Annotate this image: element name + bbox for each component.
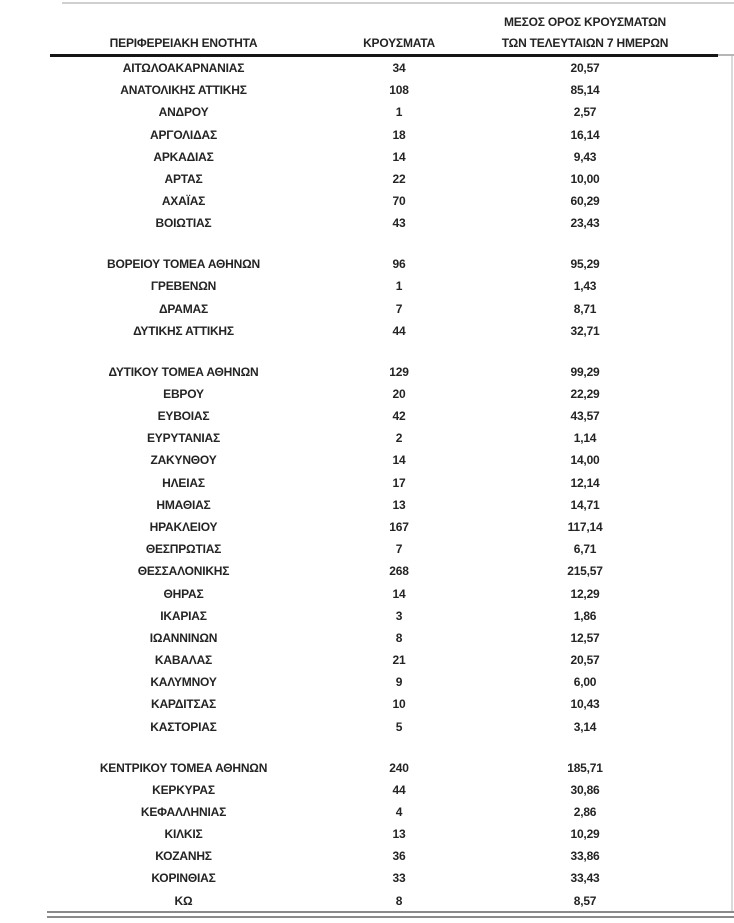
table-row: [50, 516, 718, 538]
region-cell: ΖΑΚΥΝΘΟΥ: [150, 453, 217, 468]
group-spacer: [50, 738, 718, 757]
region-cell: ΑΝΔΡΟΥ: [158, 105, 209, 120]
filler-cell: [689, 845, 718, 867]
region-cell: ΗΛΕΙΑΣ: [162, 475, 205, 490]
table-row: [50, 494, 718, 516]
region-cell: ΔΡΑΜΑΣ: [158, 301, 209, 316]
filler-cell: [689, 801, 718, 823]
filler-cell: [689, 146, 718, 168]
filler-cell: [689, 671, 718, 693]
table-row: [50, 671, 718, 693]
region-cell: ΕΥΒΟΙΑΣ: [157, 409, 210, 423]
region-cell: ΑΧΑΪΑΣ: [161, 194, 206, 209]
cases-cell: 268: [389, 564, 409, 579]
region-cell: ΚΟΖΑΝΗΣ: [155, 849, 212, 864]
average-cell: 32,71: [570, 323, 600, 338]
region-cell: ΚΙΛΚΙΣ: [164, 827, 203, 842]
filler-cell: [689, 757, 718, 779]
region-cell: ΚΑΛΥΜΝΟΥ: [150, 675, 217, 690]
filler-cell: [689, 405, 718, 427]
filler-cell: [689, 79, 718, 101]
table-row: [50, 472, 718, 494]
average-cell: 6,00: [573, 675, 597, 690]
cases-cell: 7: [395, 542, 403, 557]
average-cell: 95,29: [570, 257, 600, 272]
cases-cell: 42: [392, 409, 406, 423]
average-cell: 33,43: [570, 871, 600, 886]
header-average-column: [481, 12, 689, 54]
filler-cell: [689, 494, 718, 516]
filler-cell: [689, 890, 718, 912]
table-row: [50, 212, 718, 234]
table-row: [50, 693, 718, 715]
average-cell: 185,71: [567, 760, 603, 775]
table-row: [50, 320, 718, 342]
average-cell: 14,71: [570, 497, 600, 512]
cases-table: [50, 0, 718, 914]
page-right-rule: [731, 55, 733, 916]
table-row: [50, 538, 718, 560]
average-cell: 12,14: [570, 475, 600, 490]
region-cell: ΚΑΡΔΙΤΣΑΣ: [150, 697, 216, 712]
table-body: [50, 57, 718, 912]
average-cell: 30,86: [570, 782, 600, 797]
filler-cell: [689, 605, 718, 627]
average-cell: 215,57: [567, 564, 603, 579]
average-cell: 60,29: [570, 194, 600, 209]
cases-cell: 21: [392, 653, 406, 668]
average-cell: 99,29: [570, 364, 600, 379]
filler-cell: [689, 361, 718, 383]
header-average-label-line2: ΤΩΝ ΤΕΛΕΥΤΑΙΩΝ 7 ΗΜΕΡΩΝ: [501, 36, 669, 50]
table-row: [50, 890, 718, 912]
filler-cell: [689, 560, 718, 582]
filler-cell: [689, 538, 718, 560]
filler-cell: [689, 275, 718, 297]
table-row: [50, 275, 718, 297]
cases-cell: 7: [395, 301, 403, 316]
cases-cell: 13: [392, 497, 406, 512]
cases-cell: 18: [392, 127, 406, 142]
cases-cell: 22: [392, 171, 406, 186]
table-row: [50, 168, 718, 190]
cases-cell: 44: [392, 323, 406, 338]
table-row: [50, 605, 718, 627]
average-cell: 1,86: [573, 608, 597, 623]
region-cell: ΑΡΓΟΛΙΔΑΣ: [150, 127, 217, 142]
region-cell: ΔΥΤΙΚΗΣ ΑΤΤΙΚΗΣ: [133, 323, 234, 338]
filler-cell: [689, 320, 718, 342]
region-cell: ΑΝΑΤΟΛΙΚΗΣ ΑΤΤΙΚΗΣ: [120, 83, 247, 98]
cases-cell: 14: [392, 149, 406, 164]
table-row: [50, 190, 718, 212]
average-cell: 10,29: [570, 827, 600, 842]
filler-cell: [689, 823, 718, 845]
average-cell: 22,29: [570, 386, 600, 401]
table-row: [50, 253, 718, 275]
table-row: [50, 405, 718, 427]
table-row: [50, 560, 718, 582]
table-row: [50, 57, 718, 79]
region-cell: ΚΑΒΑΛΑΣ: [154, 653, 213, 668]
region-cell: ΚΕΡΚΥΡΑΣ: [152, 782, 215, 797]
region-cell: ΘΗΡΑΣ: [163, 586, 204, 601]
table-row: [50, 449, 718, 471]
header-average-label-line1: ΜΕΣΟΣ ΟΡΟΣ ΚΡΟΥΣΜΑΤΩΝ: [503, 15, 667, 29]
region-cell: ΑΙΤΩΛΟΑΚΑΡΝΑΝΙΑΣ: [122, 61, 245, 75]
group-spacer: [50, 235, 718, 254]
header-cases-column: [317, 33, 481, 54]
table-row: [50, 383, 718, 405]
cases-cell: 44: [392, 782, 406, 797]
cases-cell: 43: [392, 216, 406, 231]
region-cell: ΓΡΕΒΕΝΩΝ: [150, 279, 217, 294]
filler-cell: [689, 298, 718, 320]
region-cell: ΚΟΡΙΝΘΙΑΣ: [151, 871, 216, 886]
table-row: [50, 627, 718, 649]
cases-cell: 8: [395, 630, 403, 645]
header-rule-extension: [718, 54, 734, 56]
average-cell: 8,71: [573, 301, 597, 316]
average-cell: 10,43: [570, 697, 600, 712]
filler-cell: [689, 57, 718, 79]
filler-cell: [689, 867, 718, 889]
table-row: [50, 845, 718, 867]
region-cell: ΚΕΦΑΛΛΗΝΙΑΣ: [140, 804, 227, 819]
filler-cell: [689, 449, 718, 471]
table-header-row: [50, 0, 718, 53]
table-row: [50, 361, 718, 383]
region-cell: ΙΩΑΝΝΙΝΩΝ: [149, 630, 218, 645]
filler-cell: [689, 583, 718, 605]
region-cell: ΘΕΣΠΡΩΤΙΑΣ: [145, 542, 222, 557]
average-cell: 43,57: [570, 409, 600, 423]
average-cell: 6,71: [573, 542, 597, 557]
region-cell: ΚΑΣΤΟΡΙΑΣ: [150, 719, 217, 734]
filler-cell: [689, 627, 718, 649]
cases-cell: 240: [389, 760, 409, 775]
average-cell: 1,14: [573, 431, 597, 446]
average-cell: 10,00: [570, 171, 600, 186]
table-row: [50, 79, 718, 101]
region-cell: ΕΒΡΟΥ: [163, 386, 204, 401]
cases-cell: 10: [392, 697, 406, 712]
cases-cell: 33: [392, 871, 406, 886]
filler-cell: [689, 516, 718, 538]
region-cell: ΑΡΚΑΔΙΑΣ: [153, 149, 214, 164]
region-cell: ΗΡΑΚΛΕΙΟΥ: [149, 519, 218, 534]
table-row: [50, 649, 718, 671]
filler-cell: [689, 190, 718, 212]
cases-cell: 9: [395, 675, 403, 690]
region-cell: ΕΥΡΥΤΑΝΙΑΣ: [147, 431, 220, 446]
filler-cell: [689, 383, 718, 405]
average-cell: 20,57: [570, 653, 600, 668]
header-region-column: [50, 33, 317, 54]
cases-cell: 167: [389, 519, 409, 534]
filler-cell: [689, 716, 718, 738]
cases-cell: 108: [389, 83, 409, 98]
cases-cell: 17: [392, 475, 406, 490]
average-cell: 1,43: [573, 279, 597, 294]
average-cell: 2,86: [573, 804, 597, 819]
average-cell: 117,14: [567, 519, 603, 534]
cases-cell: 34: [392, 61, 406, 75]
average-cell: 8,57: [573, 893, 597, 908]
cases-cell: 3: [395, 608, 403, 623]
cases-cell: 70: [392, 194, 406, 209]
average-cell: 33,86: [570, 849, 600, 864]
filler-cell: [689, 253, 718, 275]
region-cell: ΒΟΡΕΙΟΥ ΤΟΜΕΑ ΑΘΗΝΩΝ: [107, 257, 260, 272]
cases-cell: 96: [392, 257, 406, 272]
group-spacer: [50, 342, 718, 361]
table-row: [50, 757, 718, 779]
cases-cell: 1: [395, 279, 403, 294]
cases-cell: 36: [392, 849, 406, 864]
filler-cell: [689, 649, 718, 671]
cases-cell: 129: [389, 364, 409, 379]
cases-cell: 13: [392, 827, 406, 842]
average-cell: 3,14: [573, 719, 597, 734]
cases-cell: 1: [395, 105, 403, 120]
region-cell: ΙΚΑΡΙΑΣ: [160, 608, 207, 623]
filler-cell: [689, 427, 718, 449]
filler-cell: [689, 212, 718, 234]
table-row: [50, 101, 718, 123]
cases-cell: 14: [392, 453, 406, 468]
cases-cell: 20: [392, 386, 406, 401]
table-row: [50, 779, 718, 801]
average-cell: 14,00: [570, 453, 600, 468]
average-cell: 16,14: [570, 127, 600, 142]
table-row: [50, 823, 718, 845]
cases-cell: 2: [395, 431, 403, 446]
cases-cell: 4: [395, 804, 403, 819]
region-cell: ΗΜΑΘΙΑΣ: [156, 497, 211, 512]
table-row: [50, 583, 718, 605]
average-cell: 9,43: [573, 149, 597, 164]
region-cell: ΚΕΝΤΡΙΚΟΥ ΤΟΜΕΑ ΑΘΗΝΩΝ: [99, 760, 268, 775]
header-region-label: ΠΕΡΙΦΕΡΕΙΑΚΗ ΕΝΟΤΗΤΑ: [109, 36, 258, 50]
filler-cell: [689, 472, 718, 494]
table-row: [50, 427, 718, 449]
region-cell: ΘΕΣΣΑΛΟΝΙΚΗΣ: [137, 564, 230, 579]
table-row: [50, 146, 718, 168]
table-row: [50, 716, 718, 738]
header-cases-label: ΚΡΟΥΣΜΑΤΑ: [363, 36, 435, 50]
average-cell: 85,14: [570, 83, 600, 98]
filler-cell: [689, 693, 718, 715]
cases-cell: 5: [395, 719, 403, 734]
region-cell: ΑΡΤΑΣ: [164, 171, 203, 186]
table-row: [50, 867, 718, 889]
average-cell: 23,43: [570, 216, 600, 231]
average-cell: 2,57: [573, 105, 597, 120]
region-cell: ΔΥΤΙΚΟΥ ΤΟΜΕΑ ΑΘΗΝΩΝ: [108, 364, 259, 379]
cases-cell: 14: [392, 586, 406, 601]
filler-cell: [689, 124, 718, 146]
cases-cell: 8: [395, 893, 403, 908]
average-cell: 20,57: [570, 61, 600, 75]
page-bottom-double-rule: [47, 911, 734, 918]
filler-cell: [689, 779, 718, 801]
filler-cell: [689, 101, 718, 123]
table-row: [50, 801, 718, 823]
table-row: [50, 124, 718, 146]
average-cell: 12,29: [570, 586, 600, 601]
filler-cell: [689, 168, 718, 190]
average-cell: 12,57: [570, 630, 600, 645]
region-cell: ΚΩ: [174, 893, 193, 908]
table-row: [50, 298, 718, 320]
region-cell: ΒΟΙΩΤΙΑΣ: [155, 216, 212, 231]
